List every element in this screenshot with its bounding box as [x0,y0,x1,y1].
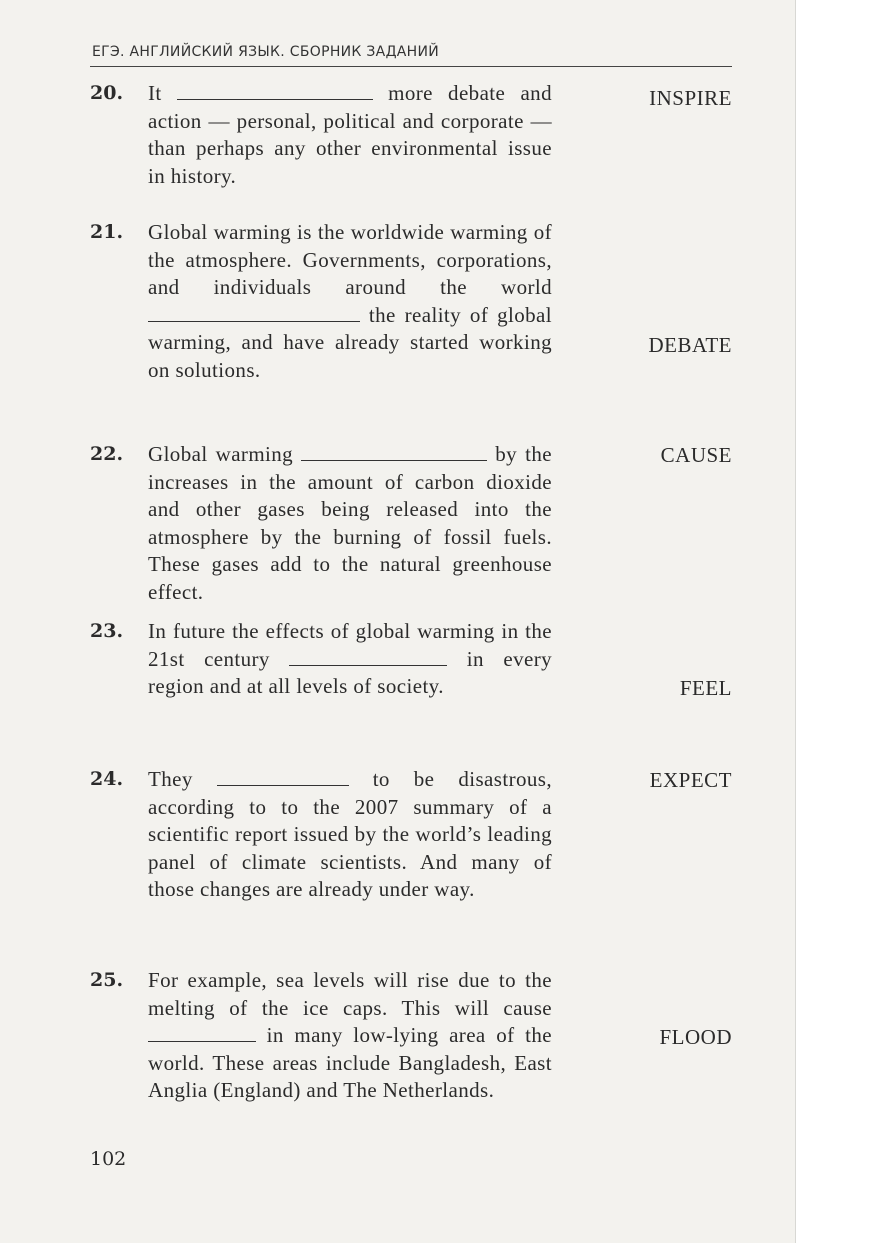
task-number: 23. [90,620,124,642]
text-after-blank: by the increases in the amount of carbon dioxide and other gases being released into the atmosphere by the burning of fossil fuels. These gases add to the natural greenhouse effect. [148,442,553,604]
task-text [148,441,552,606]
task-number: 25. [90,969,124,991]
keyword: EXPECT [649,768,732,792]
text-after-blank: the reality of global warming, and have already started working on solutions. [148,302,552,382]
running-header: ЕГЭ. АНГЛИЙСКИЙ ЯЗЫК. СБОРНИК ЗАДАНИЙ [92,44,440,60]
scan-margin [795,0,881,1243]
answer-blank[interactable] [148,303,360,322]
keyword: INSPIRE [649,86,732,110]
task-text [148,766,552,904]
text-before-blank: For example, sea levels will rise due to the melting of the ice caps. This will cause [148,968,552,1020]
text-after-blank: in every region and at all levels of society. [148,646,553,698]
task-number: 24. [90,768,124,790]
text-before-blank: It [148,81,162,105]
answer-blank[interactable] [217,767,349,786]
task-text [148,219,552,384]
keyword: FEEL [679,676,732,700]
header-rule [90,66,732,67]
text-before-blank: Global warming is the worldwide warming of the atmosphere. Governments, corporations, and individuals around the world [148,220,552,299]
task-number: 20. [90,82,124,104]
text-after-blank: to be disastrous, according to to the 2007 summary of a scientific report issued by the world’s leading panel of climate scientists. And many of those changes are already under way. [148,767,553,901]
keyword: DEBATE [648,333,732,357]
task-text [148,967,552,1105]
answer-blank[interactable] [301,442,487,461]
answer-blank[interactable] [289,647,447,666]
page-number: 102 [90,1148,127,1170]
task-number: 22. [90,443,124,465]
text-before-blank: They [148,767,193,791]
answer-blank[interactable] [177,81,373,100]
task-number: 21. [90,221,124,243]
answer-blank[interactable] [148,1023,256,1042]
text-before-blank: Global warming [148,442,294,466]
task-text [148,80,552,190]
keyword: FLOOD [659,1025,732,1049]
text-before-blank: In future the effects of global warming in the 21st century [148,619,552,671]
keyword: CAUSE [660,443,732,467]
task-text [148,618,552,701]
text-after-blank: more debate and action — personal, political and corporate — than perhaps any other environmental issue in history. [148,81,552,188]
text-after-blank: in many low-lying area of the world. These areas include Bangladesh, East Anglia (England) and The Netherlands. [148,1023,552,1102]
